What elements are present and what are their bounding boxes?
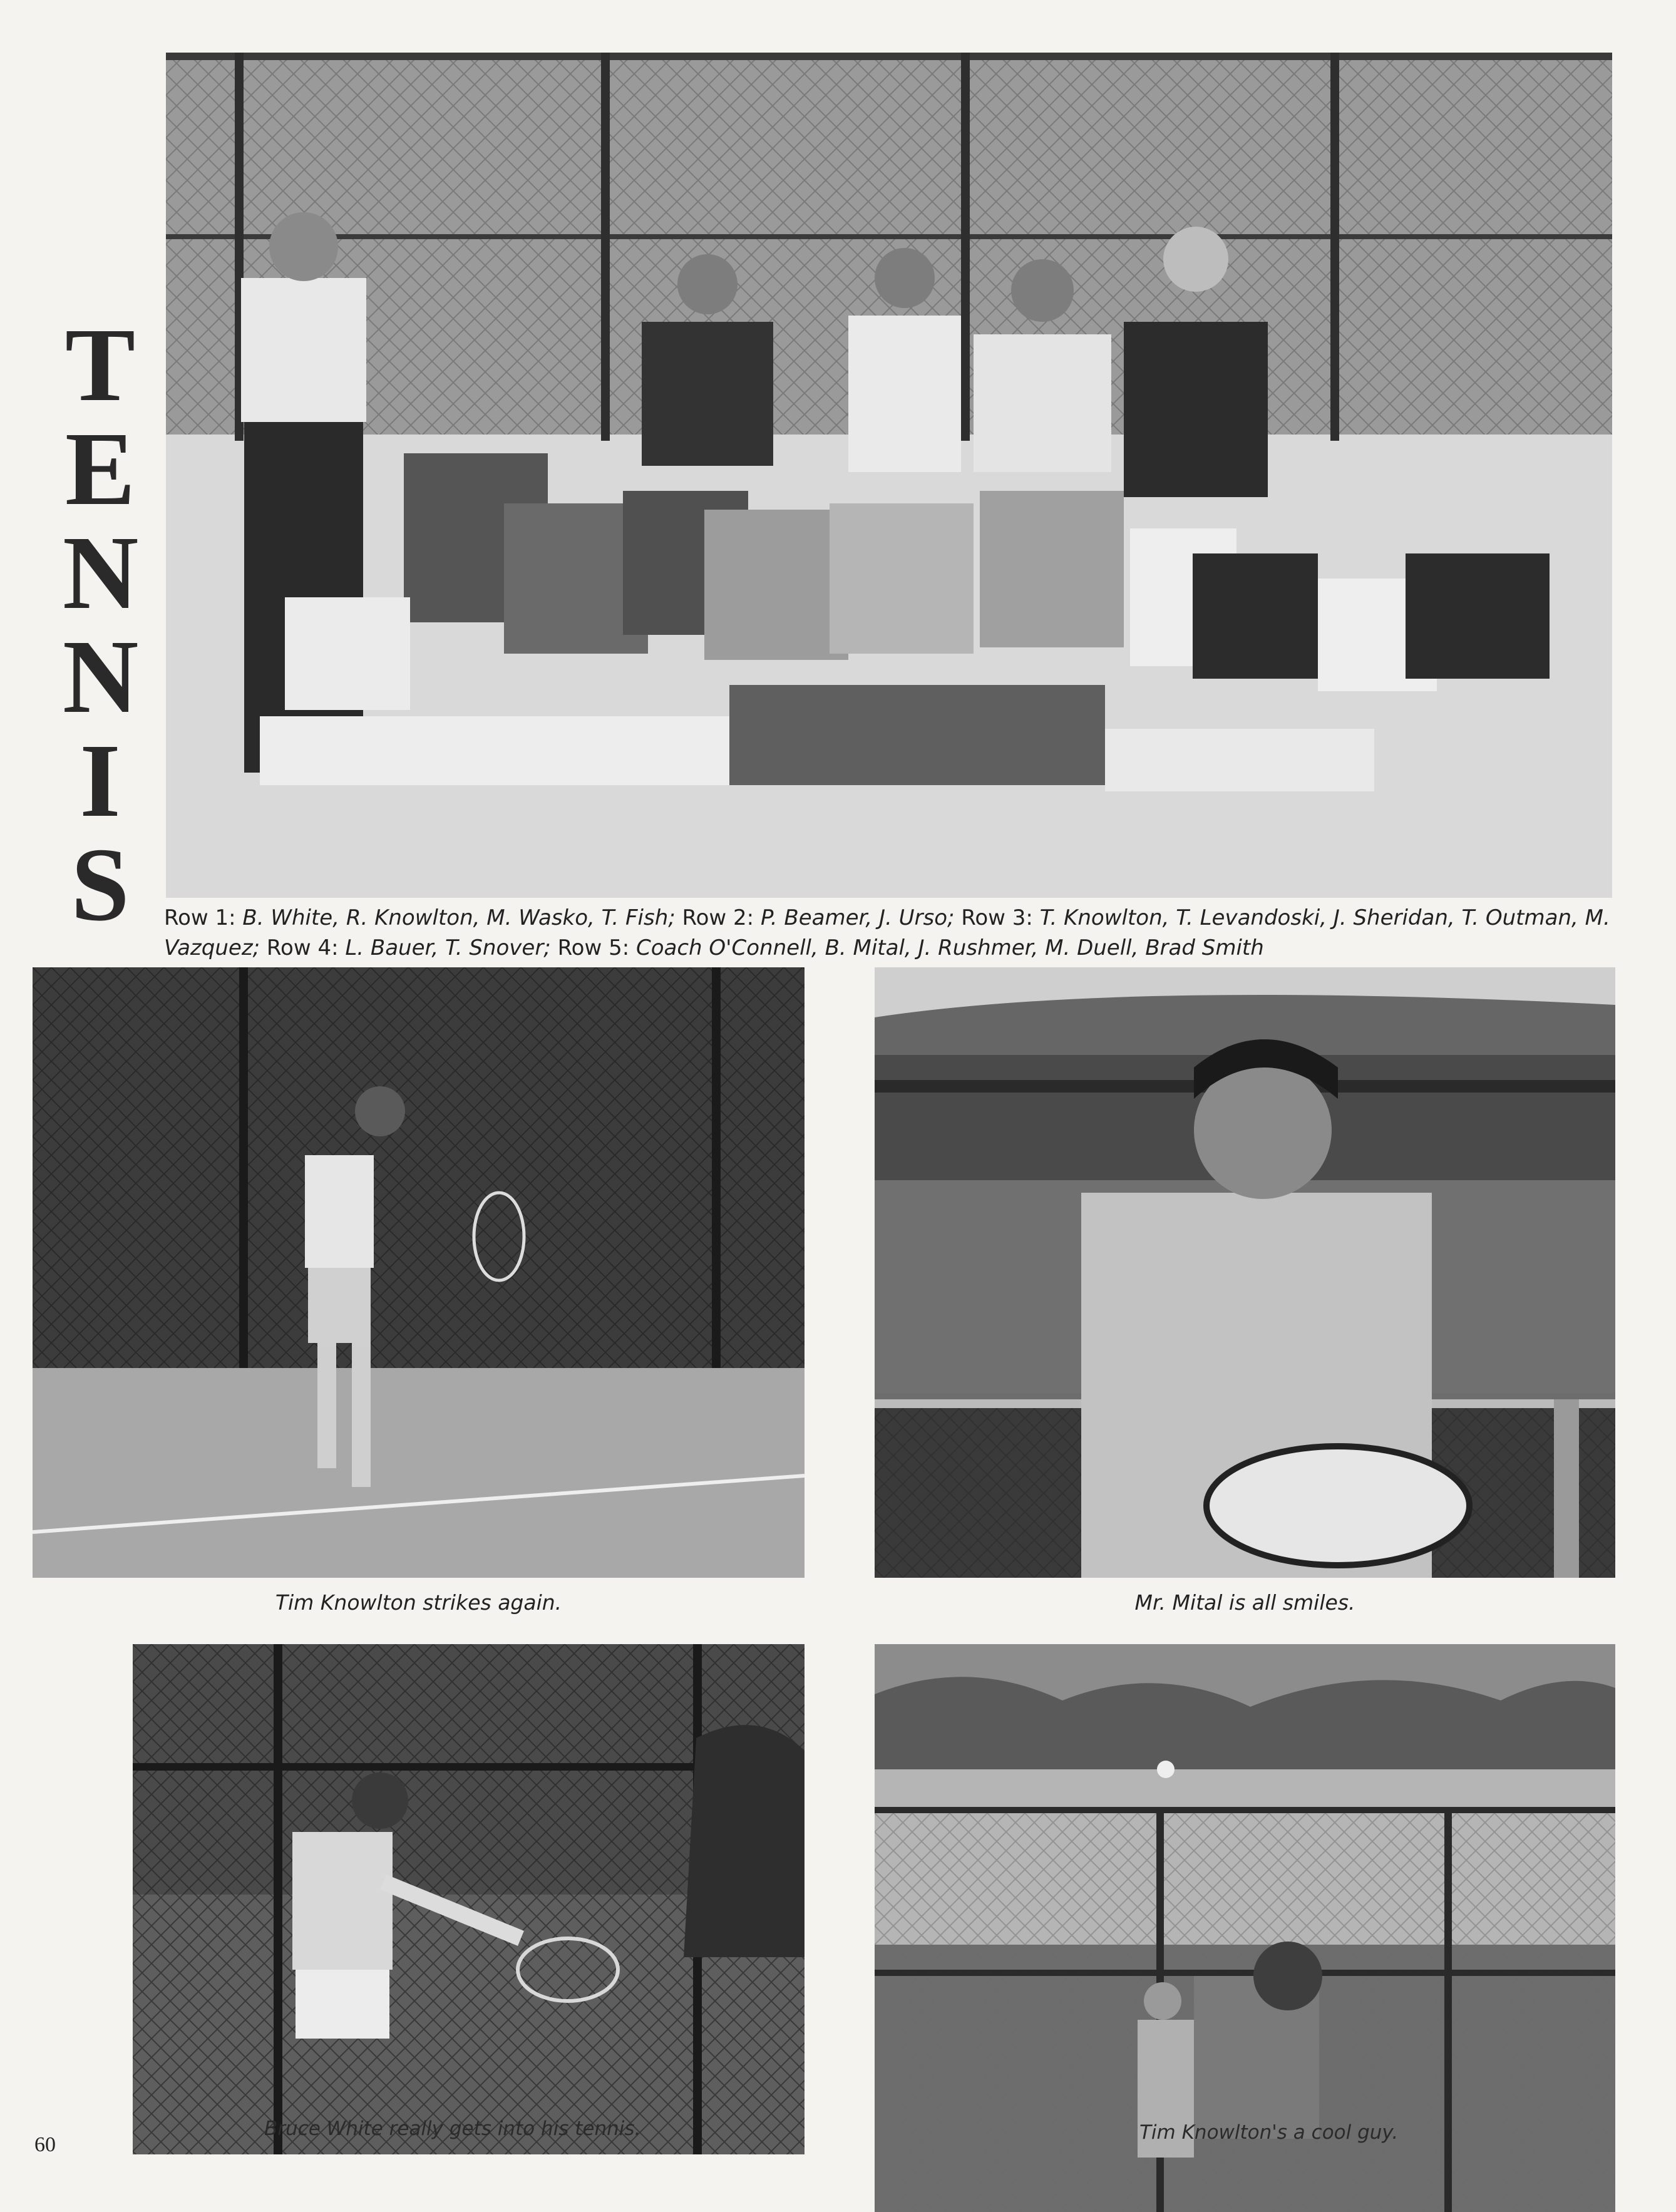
- title-letter: N: [63, 619, 139, 735]
- roster-row-label: Row 4:: [260, 935, 346, 960]
- roster-row-names: P. Beamer, J. Urso;: [760, 905, 955, 930]
- page-number: 60: [34, 2133, 56, 2156]
- roster-row-names: T. Knowlton, T. Levandoski, J. Sheridan, T. Outman, M. Vazquez;: [164, 905, 1610, 960]
- roster-row-names: Coach O'Connell, B. Mital, J. Rushmer, M. Duell, Brad Smith: [635, 935, 1264, 960]
- title-letter: T: [64, 307, 136, 423]
- title-letter: I: [80, 723, 121, 839]
- roster-row-label: Row 2:: [682, 905, 761, 930]
- caption-mital-smiles: Mr. Mital is all smiles.: [1134, 1590, 1355, 1615]
- photo-tim-strikes: [33, 967, 805, 1578]
- team-photo: [166, 53, 1612, 898]
- caption-bruce-white: Bruce White really gets into his tennis.: [264, 2117, 641, 2140]
- title-letter: N: [63, 515, 139, 631]
- page-title: [63, 307, 139, 943]
- roster-row-label: Row 1:: [164, 905, 243, 930]
- team-roster-caption: [164, 903, 1617, 963]
- roster-row-names: L. Bauer, T. Snover;: [345, 935, 551, 960]
- photo-mr-mital: [875, 967, 1615, 1578]
- title-letter: E: [64, 411, 136, 527]
- photo-bruce-white: [133, 1644, 805, 2154]
- roster-row-label: Row 3:: [961, 905, 1040, 930]
- caption-tim-strikes: Tim Knowlton strikes again.: [275, 1590, 562, 1615]
- title-letter: S: [71, 826, 130, 943]
- roster-row-label: Row 5:: [550, 935, 636, 960]
- caption-tim-cool: Tim Knowlton's a cool guy.: [1139, 2121, 1399, 2144]
- roster-row-names: B. White, R. Knowlton, M. Wasko, T. Fish;: [242, 905, 676, 930]
